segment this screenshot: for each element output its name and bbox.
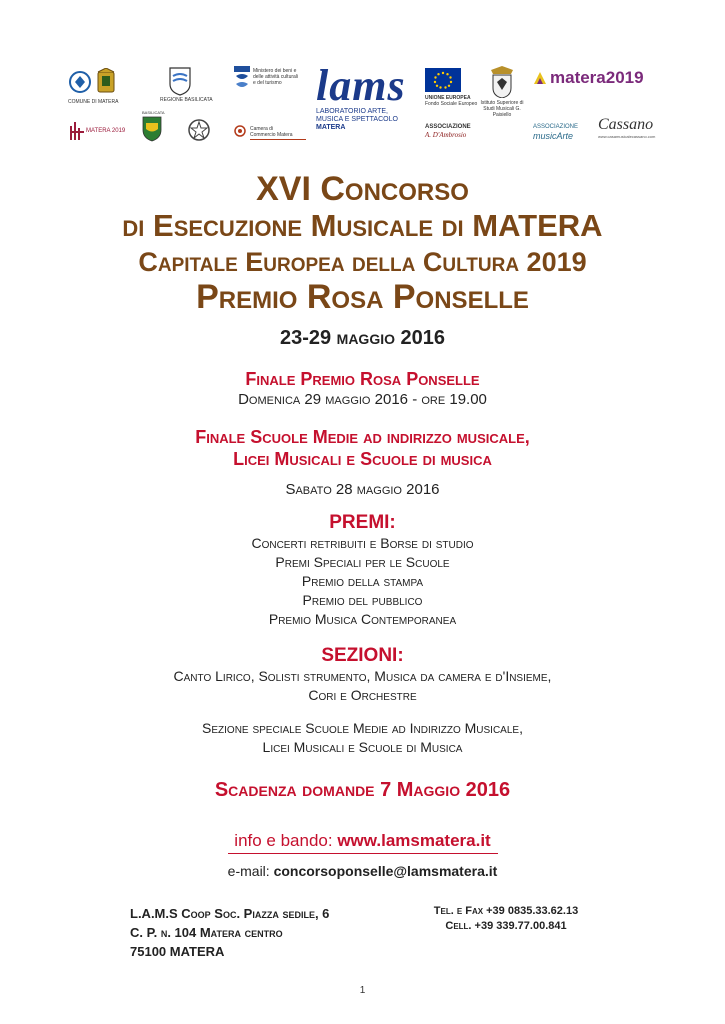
cassano-logo (598, 116, 662, 142)
assoc-dambrosio-label1: ASSOCIAZIONE (425, 124, 471, 130)
premi-heading: PREMI: (329, 512, 396, 533)
lams-sub1: LABORATORIO ARTE, (316, 108, 388, 115)
istituto-logo (477, 66, 527, 122)
ministero-icon (234, 66, 250, 96)
premi-list (0, 534, 725, 629)
title-line-1: XVI Concorso (256, 170, 469, 208)
ue-logo (425, 68, 478, 108)
ue-label: UNIONE EUROPEA (425, 95, 471, 101)
ue-sub-label: Fondo Sociale Europeo (425, 101, 478, 107)
lams-sub2: MUSICA E SPETTACOLO (316, 116, 398, 123)
matera2019-mark-icon (532, 70, 548, 86)
title-line-2: di Esecuzione Musicale di MATERA (122, 208, 603, 243)
finale-scuole-when: Sabato 28 maggio 2016 (285, 481, 440, 498)
premi-item: Premi Speciali per le Scuole (275, 554, 450, 570)
lams-sub3: MATERA (316, 124, 346, 131)
camera-label: Camera di Commercio Matera (250, 126, 293, 138)
cassano-url: www.casamusicalecassano.com (598, 134, 656, 139)
title-line-3: Capitale Europea della Cultura 2019 (138, 247, 587, 277)
email-link[interactable]: concorsoponselle@lamsmatera.it (273, 863, 498, 879)
basilicata-shield-icon (142, 116, 162, 142)
camera-commercio-icon (234, 125, 246, 137)
comune-label: COMUNE DI MATERA (68, 99, 119, 105)
istituto-label: Istituto Superiore di Studi Musicali G. Paisiello (480, 100, 524, 118)
matera-bars-icon (70, 122, 84, 140)
sezioni-line-2: Cori e Orchestre (308, 687, 417, 703)
scadenza-deadline: Scadenza domande 7 Maggio 2016 (214, 779, 511, 801)
premi-item: Premio del pubblico (302, 592, 423, 608)
lams-logo (316, 61, 416, 136)
sezioni-line-1: Canto Lirico, Solisti strumento, Musica da camera e d'Insieme, (173, 668, 552, 684)
camera-commercio-logo (234, 124, 304, 144)
email-line (0, 862, 725, 880)
address-block (130, 904, 329, 961)
title-line-4: Premio Rosa Ponselle (196, 278, 529, 316)
lams-wordmark: lams (316, 61, 406, 110)
sezioni-line-4: Licei Musicali e Scuole di Musica (262, 739, 463, 755)
page-number: 1 (359, 985, 366, 996)
info-line (0, 830, 725, 852)
ministero-logo (234, 66, 300, 108)
info-url-link[interactable]: www.lamsmatera.it (337, 831, 491, 850)
matera-2019-small-logo (70, 122, 128, 146)
finale-ponselle-heading: Finale Premio Rosa Ponselle (245, 369, 480, 389)
regione-label: REGIONE BASILICATA (160, 97, 213, 103)
event-dates: 23-29 maggio 2016 (279, 327, 446, 349)
premi-item: Concerti retribuiti e Borse di studio (251, 535, 474, 551)
regione-shield-icon (160, 66, 200, 96)
italian-emblem-icon (188, 118, 210, 142)
musicarte-label2: musicArte (533, 131, 574, 141)
repubblica-emblem (188, 118, 210, 142)
musicarte-label1: ASSOCIAZIONE (533, 124, 579, 130)
tel-fax: Tel. e Fax +39 0835.33.62.13 (433, 905, 579, 917)
musicarte-logo (533, 124, 593, 144)
basilicata-small-logo (142, 110, 172, 150)
contacts-block (416, 904, 596, 934)
finale-scuole-heading-2: Licei Musicali e Scuole di musica (233, 449, 492, 469)
comune-emblem-icon (66, 68, 124, 98)
eu-flag-icon (425, 68, 461, 92)
matera2019-logo (532, 68, 662, 90)
camera-underline (250, 139, 306, 140)
sezioni-heading: SEZIONI: (321, 645, 404, 666)
cassano-wordmark: Cassano (598, 116, 654, 133)
matera2019-text: matera2019 (550, 68, 644, 87)
comune-matera-logo (66, 68, 124, 108)
info-prefix: info e bando: (234, 831, 338, 850)
matera-small-label: MATERA 2019 (86, 128, 126, 134)
address-line-1: L.A.M.S Coop Soc. Piazza sedile, 6 (130, 906, 330, 921)
istituto-crest-icon (477, 66, 527, 98)
assoc-dambrosio-logo (425, 124, 485, 144)
sezioni-line-3: Sezione speciale Scuole Medie ad Indirizzo Musicale, (202, 720, 523, 736)
address-line-3: 75100 MATERA (130, 944, 225, 959)
regione-basilicata-logo (160, 66, 213, 108)
finale-scuole-heading-1: Finale Scuole Medie ad indirizzo musicale, (195, 427, 530, 447)
cell: Cell. +39 339.77.00.841 (445, 920, 567, 932)
ministero-label: Ministero dei beni e delle attività culturali e del turismo (253, 68, 299, 86)
premi-item: Premio Musica Contemporanea (268, 611, 457, 627)
info-underline (228, 853, 498, 854)
assoc-dambrosio-label2: A. D'Ambrosio (425, 131, 467, 139)
finale-ponselle-when: Domenica 29 maggio 2016 - ore 19.00 (238, 391, 487, 408)
basilicata-small-label: BASILICATA (142, 110, 165, 115)
email-prefix: e-mail: (227, 863, 274, 879)
premi-item: Premio della stampa (301, 573, 424, 589)
address-line-2: C. P. n. 104 Matera centro (130, 925, 283, 940)
